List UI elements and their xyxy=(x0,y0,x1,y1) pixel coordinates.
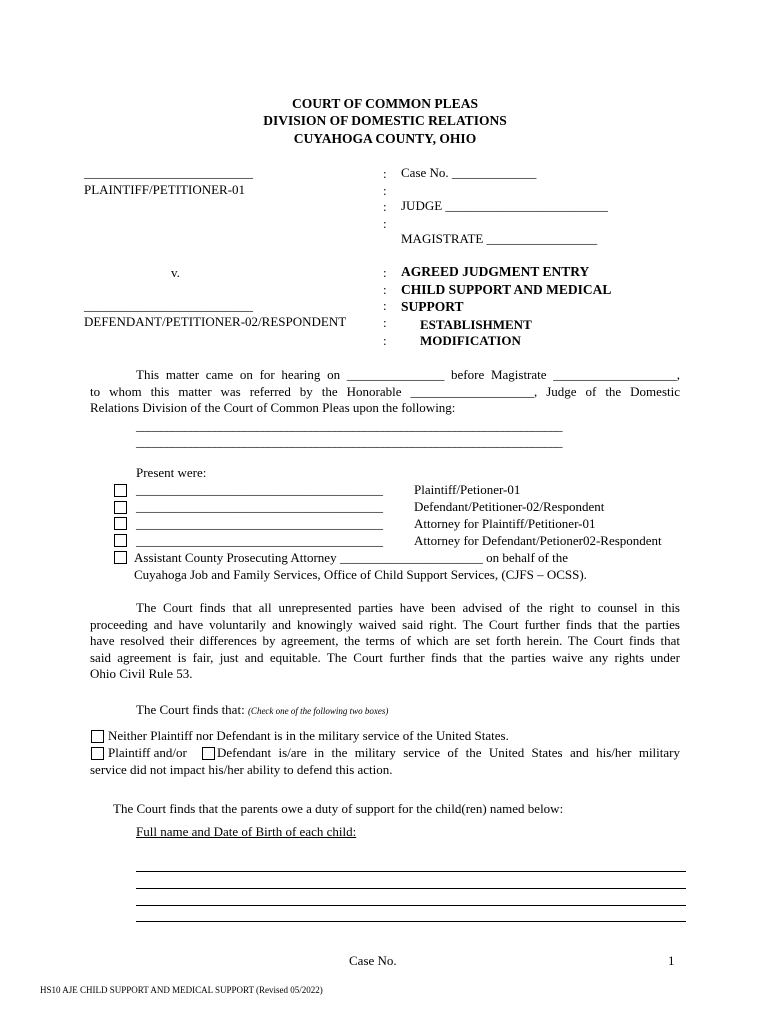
military-line-2: service did not impact his/her ability to defend this action. xyxy=(90,762,393,777)
division-name: DIVISION OF DOMESTIC RELATIONS xyxy=(263,113,507,128)
duty-of-support: The Court finds that the parents owe a duty of support for the child(ren) named below: xyxy=(113,801,564,816)
present-name-blank[interactable]: ______________________________________ xyxy=(136,499,383,514)
present-role: Plaintiff/Petioner-01 xyxy=(414,482,521,497)
court-finds-text: The Court finds that: xyxy=(136,702,245,717)
military-none-text: Neither Plaintiff nor Defendant is in the military service of the United States. xyxy=(108,728,509,743)
caption-colon: : xyxy=(383,199,387,214)
county-name: CUYAHOGA COUNTY, OHIO xyxy=(293,131,477,146)
present-heading: Present were: xyxy=(136,465,207,480)
footer-case-number: Case No. xyxy=(349,953,397,968)
present-checkbox[interactable] xyxy=(114,534,127,547)
findings-line: Ohio Civil Rule 53. xyxy=(90,666,193,681)
child-entry-line[interactable] xyxy=(136,871,686,872)
option-establishment[interactable]: ESTABLISHMENT xyxy=(420,317,532,332)
plaintiff-label: PLAINTIFF/PETITIONER-01 xyxy=(84,182,246,197)
present-name-blank[interactable]: ______________________________________ xyxy=(136,516,383,531)
military-plaintiff-text: Plaintiff and/or xyxy=(108,745,187,760)
child-entry-line[interactable] xyxy=(136,888,686,889)
caption-colon: : xyxy=(383,315,387,330)
present-checkbox[interactable] xyxy=(114,501,127,514)
findings-line: have resolved their differences by agreement, the terms of which are set forth herein. The Court finds that xyxy=(90,633,680,648)
caption-colon: : xyxy=(383,166,387,181)
intro-line: Relations Division of the Court of Common Pleas upon the following: xyxy=(90,400,456,415)
military-defendant-text: Defendant is/are in the military service of the United States and his/her military xyxy=(217,745,680,760)
present-role: Defendant/Petitioner-02/Respondent xyxy=(414,499,605,514)
present-checkbox[interactable] xyxy=(114,517,127,530)
child-entry-line[interactable] xyxy=(136,905,686,906)
findings-line: The Court finds that all unrepresented parties have been advised of the right to counsel in this xyxy=(136,600,680,615)
caption-colon: : xyxy=(383,183,387,198)
caption-colon: : xyxy=(383,265,387,280)
prosecutor-checkbox[interactable] xyxy=(114,551,127,564)
matter-blank-line[interactable]: _______________________________________________________________________ xyxy=(136,418,562,433)
prosecutor-line: Assistant County Prosecuting Attorney ______________________ on behalf of the xyxy=(134,550,569,565)
form-identifier: HS10 AJE CHILD SUPPORT AND MEDICAL SUPPORT (Revised 05/2022) xyxy=(40,985,323,995)
children-heading: Full name and Date of Birth of each child: xyxy=(136,824,357,839)
intro-line: to whom this matter was referred by the Honorable ___________________, Judge of the Domestic xyxy=(90,384,680,399)
page-number: 1 xyxy=(668,953,675,968)
court-name: COURT OF COMMON PLEAS xyxy=(292,96,478,111)
findings-line: said agreement is fair, just and equitable. The Court further finds that the parties waive any rights under xyxy=(90,650,680,665)
caption-colon: : xyxy=(383,216,387,231)
military-plaintiff-checkbox[interactable] xyxy=(91,747,104,760)
court-finds-heading xyxy=(136,702,388,718)
child-entry-line[interactable] xyxy=(136,921,686,922)
judge-field[interactable]: JUDGE _________________________ xyxy=(401,198,608,213)
case-number-field[interactable]: Case No. _____________ xyxy=(401,165,537,180)
entry-title: AGREED JUDGMENT ENTRY xyxy=(401,264,590,279)
check-note: (Check one of the following two boxes) xyxy=(247,706,389,716)
defendant-name-blank[interactable]: __________________________ xyxy=(84,298,253,313)
option-modification[interactable]: MODIFICATION xyxy=(420,333,521,348)
present-checkbox[interactable] xyxy=(114,484,127,497)
military-defendant-checkbox[interactable] xyxy=(202,747,215,760)
defendant-label: DEFENDANT/PETITIONER-02/RESPONDENT xyxy=(84,314,347,329)
entry-title: CHILD SUPPORT AND MEDICAL xyxy=(401,282,612,297)
present-name-blank[interactable]: ______________________________________ xyxy=(136,482,383,497)
entry-title: SUPPORT xyxy=(401,299,464,314)
findings-line: proceeding and have voluntarily and knowingly waived said right. The Court further finds that the parties xyxy=(90,617,680,632)
military-none-checkbox[interactable] xyxy=(91,730,104,743)
present-role: Attorney for Defendant/Petioner02-Respondent xyxy=(414,533,662,548)
intro-line: This matter came on for hearing on _______________ before Magistrate ___________________, xyxy=(136,367,680,382)
caption-colon: : xyxy=(383,333,387,348)
magistrate-field[interactable]: MAGISTRATE _________________ xyxy=(401,231,598,246)
plaintiff-name-blank[interactable]: __________________________ xyxy=(84,165,253,180)
caption-colon: : xyxy=(383,282,387,297)
present-name-blank[interactable]: ______________________________________ xyxy=(136,533,383,548)
versus-label: v. xyxy=(171,265,180,280)
caption-colon: : xyxy=(383,298,387,313)
prosecutor-line-2: Cuyahoga Job and Family Services, Office of Child Support Services, (CJFS – OCSS). xyxy=(134,567,587,582)
matter-blank-line[interactable]: _______________________________________________________________________ xyxy=(136,434,562,449)
present-role: Attorney for Plaintiff/Petitioner-01 xyxy=(414,516,596,531)
